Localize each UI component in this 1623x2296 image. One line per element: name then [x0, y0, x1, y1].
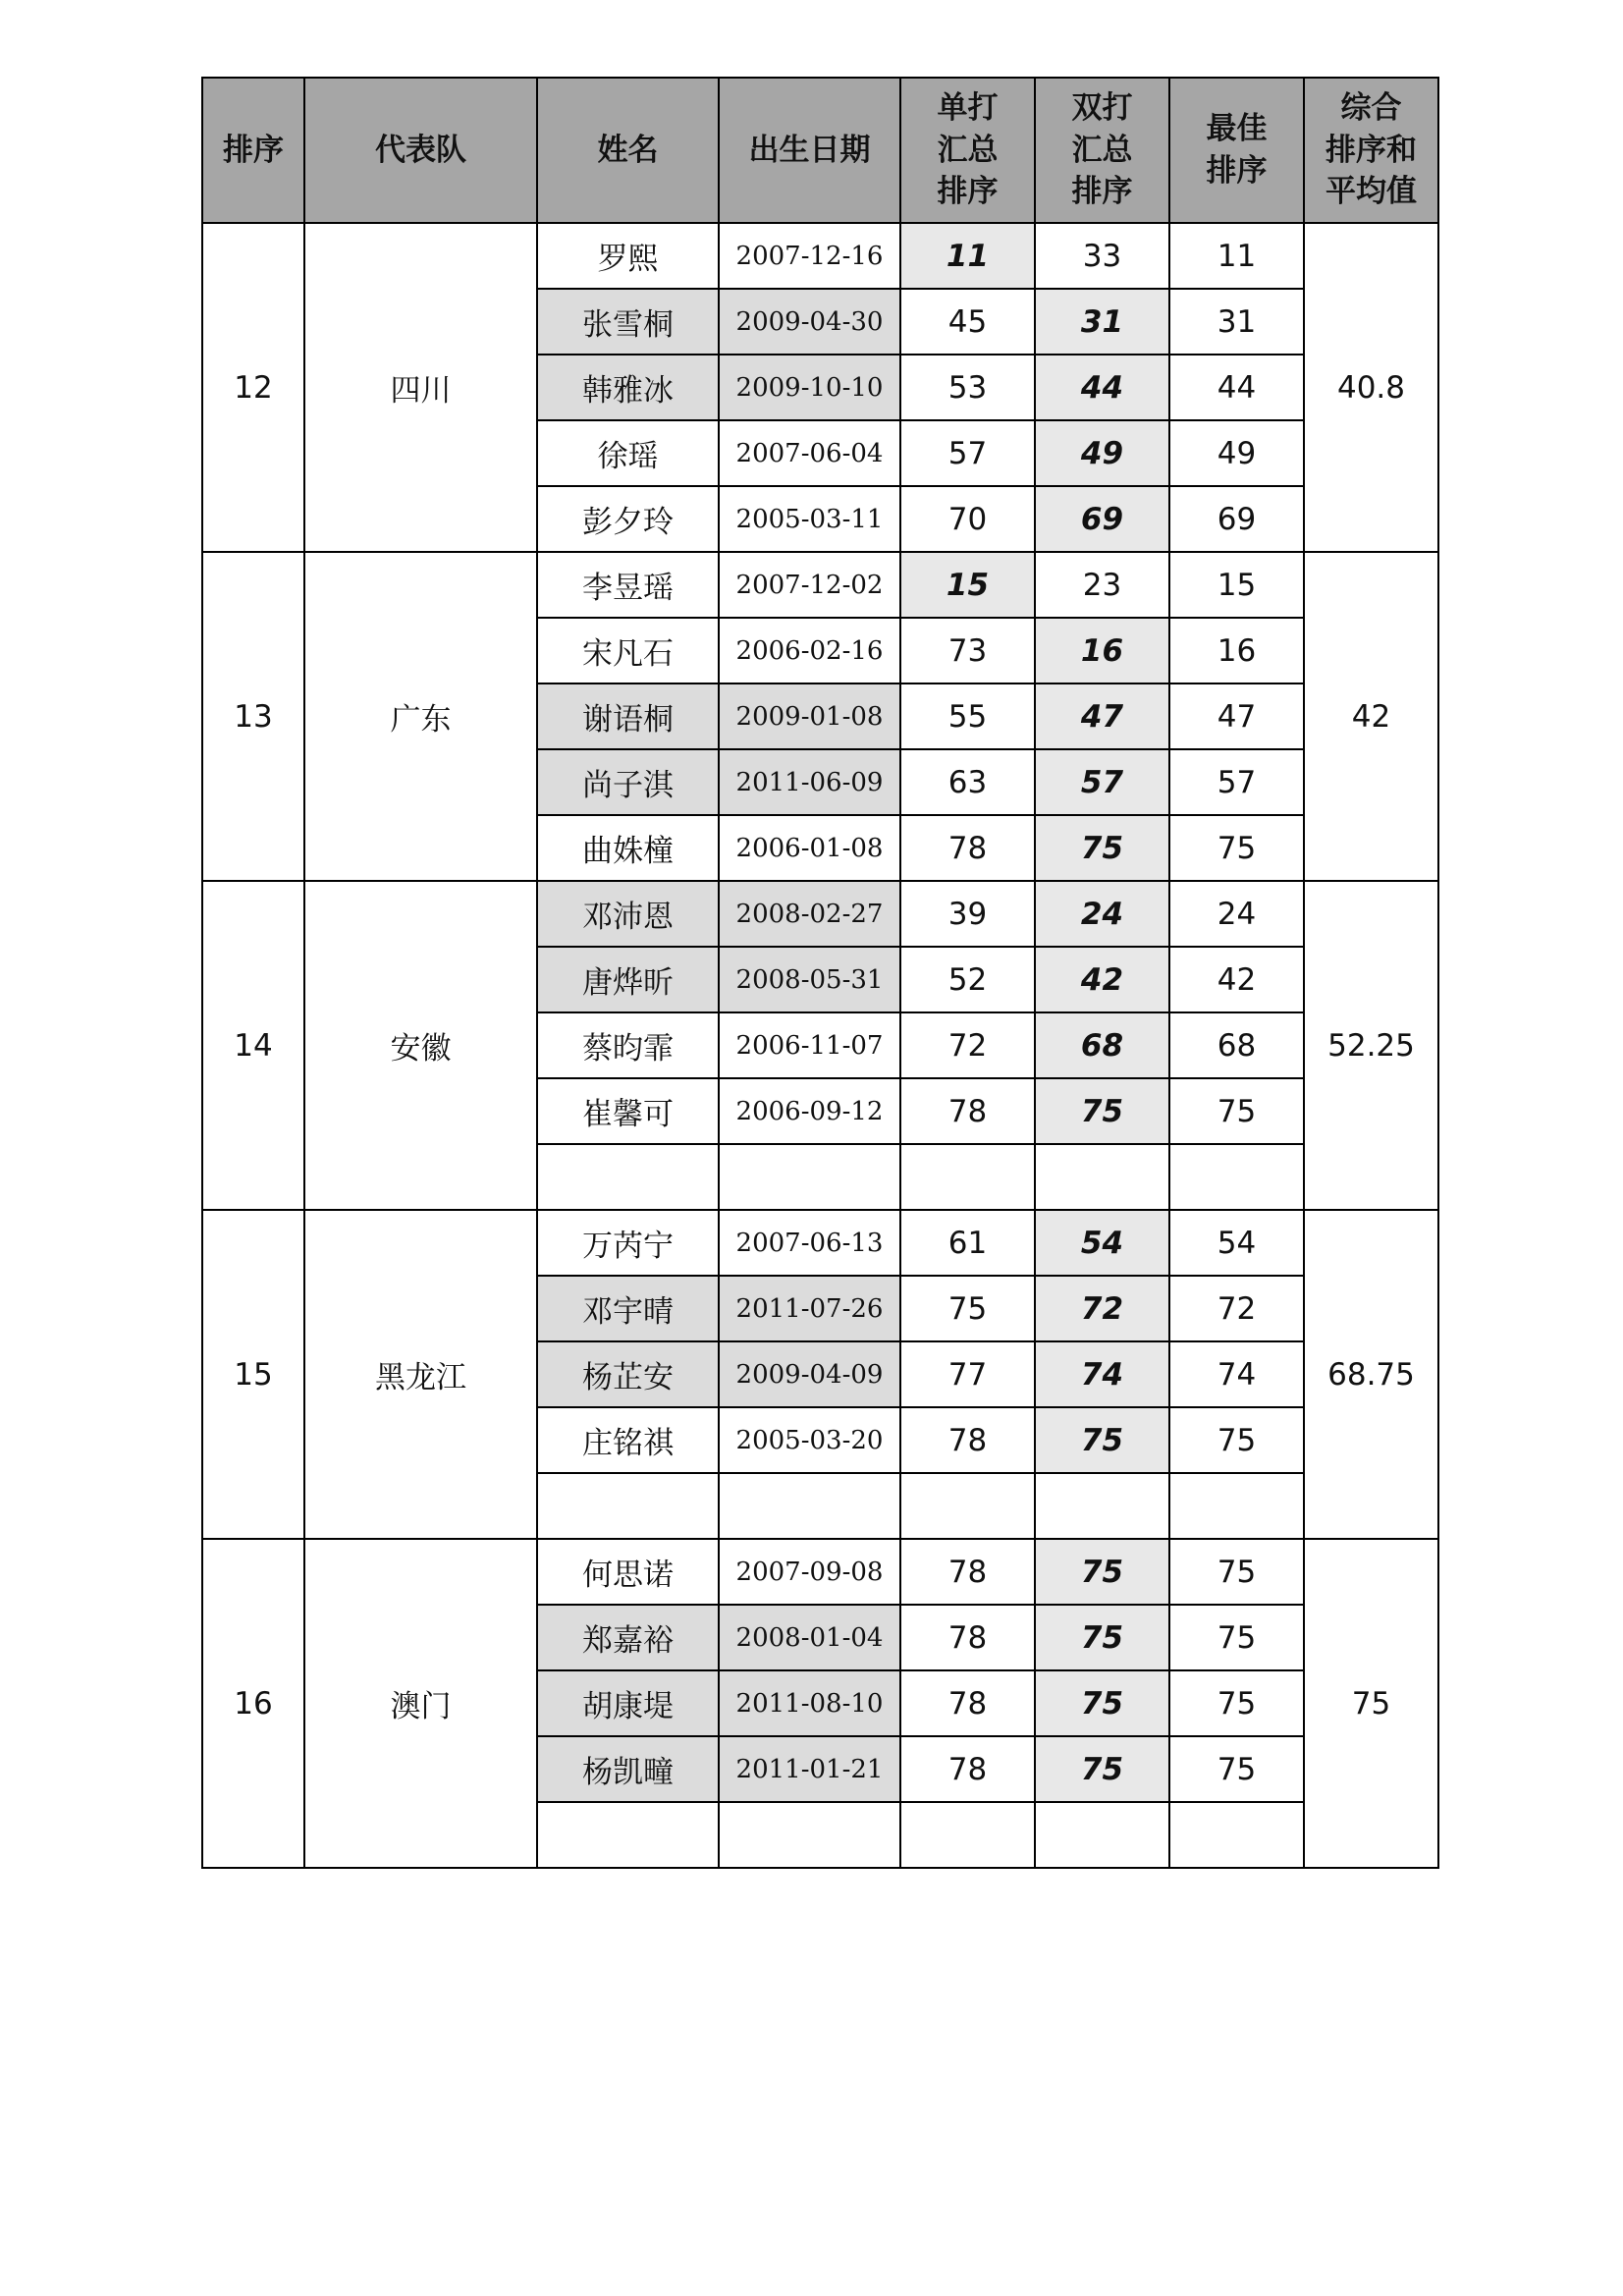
doubles-rank-cell: 74 [1035, 1341, 1169, 1407]
player-name-cell: 崔馨可 [537, 1078, 719, 1144]
singles-rank-cell: 55 [900, 683, 1035, 749]
team-name-cell: 澳门 [304, 1539, 537, 1868]
best-rank-cell: 75 [1169, 1736, 1304, 1802]
doubles-rank-cell: 75 [1035, 1539, 1169, 1605]
table-row [202, 1210, 1438, 1276]
player-name-cell: 尚子淇 [537, 749, 719, 815]
singles-rank-cell [900, 1802, 1035, 1868]
doubles-rank-cell [1035, 1473, 1169, 1539]
best-rank-cell: 57 [1169, 749, 1304, 815]
table-row [202, 881, 1438, 947]
player-name-cell: 唐烨昕 [537, 947, 719, 1012]
team-average-cell: 68.75 [1304, 1210, 1438, 1539]
best-rank-cell: 68 [1169, 1012, 1304, 1078]
player-name-cell: 杨凯疃 [537, 1736, 719, 1802]
player-name-cell: 何思诺 [537, 1539, 719, 1605]
best-rank-cell: 31 [1169, 289, 1304, 355]
best-rank-cell: 75 [1169, 1407, 1304, 1473]
table-row [202, 552, 1438, 618]
doubles-rank-cell: 49 [1035, 420, 1169, 486]
player-name-cell: 胡康堤 [537, 1670, 719, 1736]
best-rank-cell: 75 [1169, 815, 1304, 881]
best-rank-cell: 11 [1169, 223, 1304, 289]
best-rank-cell [1169, 1802, 1304, 1868]
team-rank-cell: 14 [202, 881, 304, 1210]
birth-date-cell: 2009-04-09 [719, 1341, 900, 1407]
doubles-rank-cell: 69 [1035, 486, 1169, 552]
best-rank-cell: 44 [1169, 355, 1304, 420]
birth-date-cell: 2007-12-16 [719, 223, 900, 289]
doubles-rank-cell: 72 [1035, 1276, 1169, 1341]
singles-rank-cell: 75 [900, 1276, 1035, 1341]
birth-date-cell [719, 1802, 900, 1868]
birth-date-cell: 2009-10-10 [719, 355, 900, 420]
best-rank-cell [1169, 1144, 1304, 1210]
header-team: 代表队 [304, 78, 537, 223]
doubles-rank-cell: 75 [1035, 815, 1169, 881]
ranking-table [201, 77, 1439, 1869]
singles-rank-cell: 78 [900, 815, 1035, 881]
best-rank-cell: 75 [1169, 1605, 1304, 1670]
birth-date-cell: 2009-04-30 [719, 289, 900, 355]
player-name-cell: 郑嘉裕 [537, 1605, 719, 1670]
singles-rank-cell: 78 [900, 1605, 1035, 1670]
player-name-cell: 邓宇晴 [537, 1276, 719, 1341]
player-name-cell: 彭夕玲 [537, 486, 719, 552]
player-name-cell: 邓沛恩 [537, 881, 719, 947]
birth-date-cell: 2006-09-12 [719, 1078, 900, 1144]
team-rank-cell: 13 [202, 552, 304, 881]
singles-rank-cell: 52 [900, 947, 1035, 1012]
player-name-cell [537, 1144, 719, 1210]
best-rank-cell: 75 [1169, 1078, 1304, 1144]
best-rank-cell: 42 [1169, 947, 1304, 1012]
player-name-cell [537, 1473, 719, 1539]
birth-date-cell [719, 1473, 900, 1539]
player-name-cell: 宋凡石 [537, 618, 719, 683]
doubles-rank-cell: 57 [1035, 749, 1169, 815]
birth-date-cell: 2008-01-04 [719, 1605, 900, 1670]
header-singles: 单打 汇总 排序 [900, 78, 1035, 223]
best-rank-cell [1169, 1473, 1304, 1539]
birth-date-cell: 2006-11-07 [719, 1012, 900, 1078]
team-average-cell: 42 [1304, 552, 1438, 881]
doubles-rank-cell: 68 [1035, 1012, 1169, 1078]
best-rank-cell: 49 [1169, 420, 1304, 486]
player-name-cell [537, 1802, 719, 1868]
player-name-cell: 万芮宁 [537, 1210, 719, 1276]
doubles-rank-cell: 33 [1035, 223, 1169, 289]
team-name-cell: 黑龙江 [304, 1210, 537, 1539]
birth-date-cell: 2007-06-13 [719, 1210, 900, 1276]
best-rank-cell: 15 [1169, 552, 1304, 618]
singles-rank-cell [900, 1144, 1035, 1210]
best-rank-cell: 54 [1169, 1210, 1304, 1276]
birth-date-cell: 2011-08-10 [719, 1670, 900, 1736]
team-name-cell: 四川 [304, 223, 537, 552]
player-name-cell: 谢语桐 [537, 683, 719, 749]
birth-date-cell: 2006-02-16 [719, 618, 900, 683]
singles-rank-cell: 78 [900, 1736, 1035, 1802]
player-name-cell: 蔡昀霏 [537, 1012, 719, 1078]
header-doubles: 双打 汇总 排序 [1035, 78, 1169, 223]
team-average-cell: 75 [1304, 1539, 1438, 1868]
player-name-cell: 李昱瑶 [537, 552, 719, 618]
birth-date-cell: 2007-12-02 [719, 552, 900, 618]
birth-date-cell: 2011-06-09 [719, 749, 900, 815]
best-rank-cell: 16 [1169, 618, 1304, 683]
singles-rank-cell: 53 [900, 355, 1035, 420]
birth-date-cell: 2008-05-31 [719, 947, 900, 1012]
player-name-cell: 徐瑶 [537, 420, 719, 486]
birth-date-cell: 2011-07-26 [719, 1276, 900, 1341]
best-rank-cell: 47 [1169, 683, 1304, 749]
singles-rank-cell: 78 [900, 1670, 1035, 1736]
singles-rank-cell: 45 [900, 289, 1035, 355]
singles-rank-cell: 78 [900, 1078, 1035, 1144]
doubles-rank-cell: 23 [1035, 552, 1169, 618]
header-rank: 排序 [202, 78, 304, 223]
singles-rank-cell: 61 [900, 1210, 1035, 1276]
best-rank-cell: 72 [1169, 1276, 1304, 1341]
header-row [202, 78, 1438, 223]
birth-date-cell: 2009-01-08 [719, 683, 900, 749]
singles-rank-cell: 73 [900, 618, 1035, 683]
header-best: 最佳 排序 [1169, 78, 1304, 223]
team-name-cell: 广东 [304, 552, 537, 881]
doubles-rank-cell: 75 [1035, 1670, 1169, 1736]
singles-rank-cell: 70 [900, 486, 1035, 552]
birth-date-cell: 2006-01-08 [719, 815, 900, 881]
singles-rank-cell: 15 [900, 552, 1035, 618]
team-average-cell: 40.8 [1304, 223, 1438, 552]
player-name-cell: 曲姝橦 [537, 815, 719, 881]
team-rank-cell: 16 [202, 1539, 304, 1868]
doubles-rank-cell: 31 [1035, 289, 1169, 355]
player-name-cell: 韩雅冰 [537, 355, 719, 420]
ranking-body [202, 223, 1438, 1868]
player-name-cell: 杨芷安 [537, 1341, 719, 1407]
player-name-cell: 庄铭祺 [537, 1407, 719, 1473]
doubles-rank-cell: 75 [1035, 1407, 1169, 1473]
birth-date-cell: 2005-03-20 [719, 1407, 900, 1473]
doubles-rank-cell: 75 [1035, 1605, 1169, 1670]
singles-rank-cell: 72 [900, 1012, 1035, 1078]
team-rank-cell: 15 [202, 1210, 304, 1539]
header-name: 姓名 [537, 78, 719, 223]
singles-rank-cell: 78 [900, 1407, 1035, 1473]
singles-rank-cell: 78 [900, 1539, 1035, 1605]
birth-date-cell: 2007-06-04 [719, 420, 900, 486]
table-row [202, 223, 1438, 289]
birth-date-cell: 2007-09-08 [719, 1539, 900, 1605]
singles-rank-cell [900, 1473, 1035, 1539]
singles-rank-cell: 11 [900, 223, 1035, 289]
singles-rank-cell: 57 [900, 420, 1035, 486]
birth-date-cell: 2008-02-27 [719, 881, 900, 947]
doubles-rank-cell [1035, 1802, 1169, 1868]
doubles-rank-cell: 24 [1035, 881, 1169, 947]
table-row [202, 1539, 1438, 1605]
best-rank-cell: 75 [1169, 1670, 1304, 1736]
singles-rank-cell: 63 [900, 749, 1035, 815]
birth-date-cell [719, 1144, 900, 1210]
team-average-cell: 52.25 [1304, 881, 1438, 1210]
header-overall: 综合 排序和 平均值 [1304, 78, 1438, 223]
doubles-rank-cell: 75 [1035, 1078, 1169, 1144]
doubles-rank-cell [1035, 1144, 1169, 1210]
player-name-cell: 张雪桐 [537, 289, 719, 355]
header-birth: 出生日期 [719, 78, 900, 223]
birth-date-cell: 2005-03-11 [719, 486, 900, 552]
doubles-rank-cell: 47 [1035, 683, 1169, 749]
team-name-cell: 安徽 [304, 881, 537, 1210]
singles-rank-cell: 39 [900, 881, 1035, 947]
doubles-rank-cell: 75 [1035, 1736, 1169, 1802]
best-rank-cell: 24 [1169, 881, 1304, 947]
team-rank-cell: 12 [202, 223, 304, 552]
doubles-rank-cell: 44 [1035, 355, 1169, 420]
singles-rank-cell: 77 [900, 1341, 1035, 1407]
best-rank-cell: 69 [1169, 486, 1304, 552]
best-rank-cell: 75 [1169, 1539, 1304, 1605]
player-name-cell: 罗熙 [537, 223, 719, 289]
doubles-rank-cell: 42 [1035, 947, 1169, 1012]
doubles-rank-cell: 54 [1035, 1210, 1169, 1276]
birth-date-cell: 2011-01-21 [719, 1736, 900, 1802]
doubles-rank-cell: 16 [1035, 618, 1169, 683]
best-rank-cell: 74 [1169, 1341, 1304, 1407]
